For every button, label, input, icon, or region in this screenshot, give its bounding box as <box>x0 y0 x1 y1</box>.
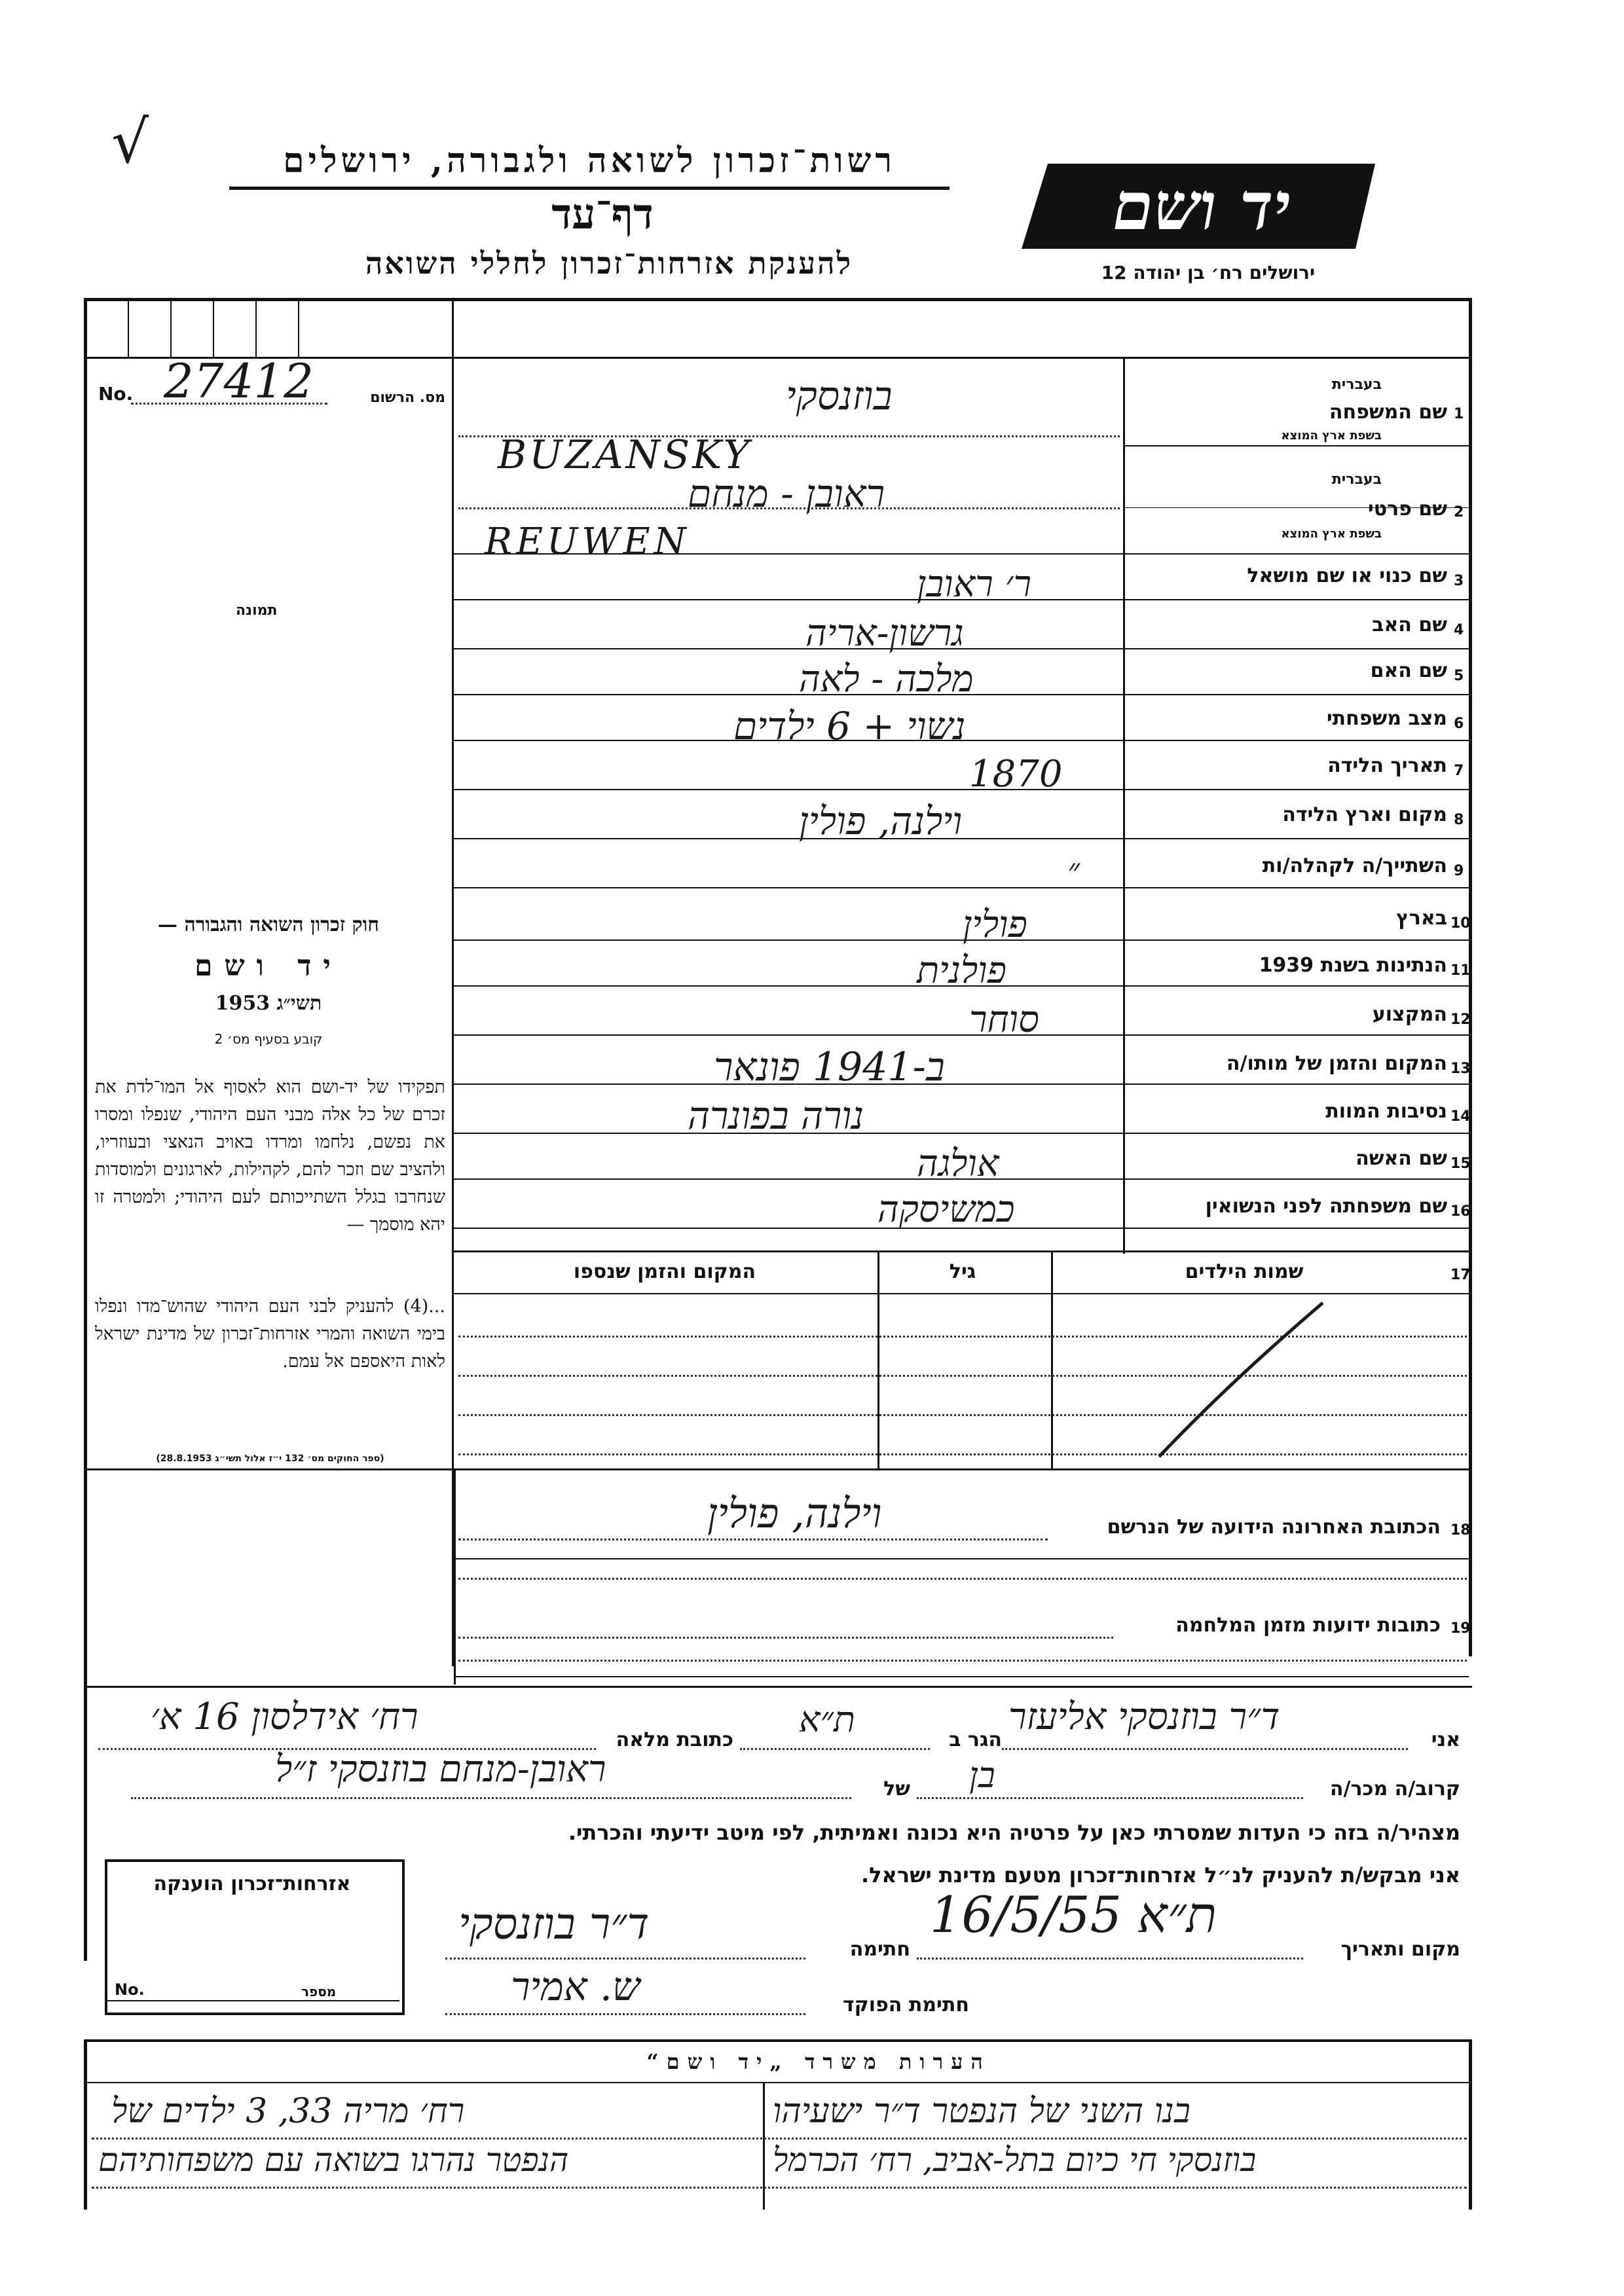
field-19-num: 19 <box>1450 1620 1471 1637</box>
field-2-label: שם פרטי <box>1367 498 1447 520</box>
field-9-label: השתייך/ה לקהלה/ות <box>1262 854 1447 877</box>
field-1-label: שם המשפחה <box>1329 401 1447 424</box>
field-19-label: כתובות ידועות מזמן המלחמה <box>1175 1614 1441 1637</box>
decl-address-value: רח׳ אידלסון 16 א׳ <box>151 1696 418 1738</box>
decl-name-value: ד״ר בוזנסקי אליעזר <box>1008 1696 1280 1738</box>
field-16-num: 16 <box>1450 1203 1471 1220</box>
law-clause4: ...(4) להעניק לבני העם היהודי שהוש־מדו ונפלו בימי השואה והמרי אזרחות־זכרון של מדינת ישראל לאות היאספם אל עמם. <box>95 1296 445 1372</box>
field-14-value: נורה בפונרה <box>688 1093 864 1138</box>
field-11-label: הנתינות בשנת 1939 <box>1259 954 1447 977</box>
law-year: תשי״ג 1953 <box>215 992 322 1015</box>
logo-address: ירושלים רח׳ בן יהודה 12 <box>1101 262 1316 283</box>
office-note-2-left: הנפטר נהרגו בשואה עם משפחותיהם <box>98 2141 569 2179</box>
decl-relation-value: בן <box>969 1755 995 1796</box>
decl-city-value: ת״א <box>799 1699 855 1740</box>
field-7-num: 7 <box>1454 763 1464 779</box>
field-2-sub-heb: בעברית <box>1331 471 1382 488</box>
field-3-label: שם כנוי או שם מושאל <box>1247 564 1447 587</box>
decl-place-date-value: ת״א 16/5/55 <box>930 1886 1217 1944</box>
field-6-value: נשוי + 6 ילדים <box>733 704 966 748</box>
field-15-label: שם האשה <box>1356 1147 1447 1170</box>
law-name: יד ושם <box>194 949 342 983</box>
field-18-label: הכתובת האחרונה הידועה של הנרשם <box>1107 1516 1441 1539</box>
field-13-num: 13 <box>1450 1061 1471 1077</box>
field-4-label: שם האב <box>1372 613 1447 636</box>
field-12-value: סוחר <box>969 998 1039 1041</box>
field-13-label: המקום והזמן של מותו/ה <box>1226 1052 1447 1075</box>
field-9-num: 9 <box>1454 863 1464 879</box>
office-note-1-right: בנו השני של הנפטר ד״ר ישעיהו <box>773 2092 1190 2131</box>
field-10-label: בארץ <box>1395 907 1447 930</box>
field-3-value: ר׳ ראובן <box>917 563 1031 606</box>
decl-of-label: של <box>883 1777 910 1800</box>
children-strike-line <box>1146 1296 1342 1467</box>
law-footnote: (ספר החוקים מס׳ 132 י״ז אלול תשי״ג 28.8.1953) <box>156 1453 384 1464</box>
field-7-label: תאריך הלידה <box>1327 754 1447 777</box>
decl-place-date-label: מקום ותאריך <box>1340 1938 1460 1961</box>
field-9-value: ״ <box>1067 851 1080 889</box>
field-6-label: מצב משפחתי <box>1326 707 1447 730</box>
citizenship-number-label: מספר <box>301 1984 337 1999</box>
check-mark: √ <box>111 108 149 177</box>
field-11-value: פולנית <box>917 949 1006 992</box>
field-18-value: וילנה, פולין <box>707 1489 882 1537</box>
form-title: דף־עד <box>551 190 654 239</box>
institution-name: רשות־זכרון לשואה ולגבורה, ירושלים <box>283 141 896 181</box>
field-8-num: 8 <box>1454 812 1464 828</box>
field-14-label: נסיבות המוות <box>1325 1100 1447 1123</box>
field-8-value: וילנה, פולין <box>799 799 963 843</box>
field-1-sub-heb: בעברית <box>1331 376 1382 393</box>
law-body: תפקידו של יד-ושם הוא לאסוף אל המו־לדת את זכרם של כל אלה מבני העם היהודי, שנפלו ומסרו את נפשם, נלחמו ומרדו באויב הנאצי ובעוזריו, ולהציב שם וזכר להם, לקהילות, לארגונים ולמוסדות שנחרבו בגלל השתייכותם לעם היהודי; ולמטרה זו יהא מוסמך — <box>95 1077 445 1235</box>
citizenship-no: No. <box>115 1980 145 1999</box>
citizenship-title: אזרחות־זכרון הוענקה <box>153 1872 351 1895</box>
field-12-label: המקצוע <box>1372 1003 1447 1026</box>
yad-vashem-logo: יד ושם <box>1022 157 1375 255</box>
office-note-2-right: בוזנסקי חי כיום בתל-אביב, רח׳ הכרמל <box>773 2141 1257 2179</box>
field-17-num: 17 <box>1450 1267 1471 1283</box>
field-11-num: 11 <box>1450 962 1471 979</box>
field-15-value: אולגה <box>917 1142 999 1185</box>
field-13-value: ב-1941 פונאר <box>714 1044 945 1090</box>
field-1-value-heb: בוזנסקי <box>786 373 893 419</box>
field-18-num: 18 <box>1450 1522 1471 1539</box>
field-8-label: מקום וארץ הלידה <box>1282 803 1447 826</box>
field-2-value-heb: ראובן - מנחם <box>688 471 885 516</box>
field-6-num: 6 <box>1454 716 1464 732</box>
decl-officer-label: חתימת הפוקד <box>843 1994 969 2016</box>
decl-statement-1: מצהיר/ה בזה כי העדות שמסרתי כאן על פרטיה היא נכונה ואמיתית, לפי מיטב ידיעתי והכרתי. <box>568 1820 1460 1845</box>
field-5-value: מלכה - לאה <box>799 658 974 701</box>
children-col-names: שמות הילדים <box>1185 1260 1304 1283</box>
field-16-label: שם משפחתה לפני הנשואין <box>1205 1195 1447 1218</box>
field-15-num: 15 <box>1450 1156 1471 1172</box>
law-clause: קובע בסעיף מס׳ 2 <box>214 1031 323 1047</box>
decl-relative-label: קרוב/ה מכר/ה <box>1329 1777 1460 1800</box>
children-col-place: המקום והזמן שנספו <box>573 1260 756 1283</box>
field-2-num: 2 <box>1454 504 1464 520</box>
field-10-num: 10 <box>1450 915 1471 932</box>
children-col-age: גיל <box>949 1260 976 1283</box>
registration-number: 27412 <box>164 354 314 409</box>
decl-officer-value: ש. אמיר <box>511 1964 640 2010</box>
field-5-num: 5 <box>1454 668 1464 684</box>
field-3-num: 3 <box>1454 573 1464 589</box>
office-notes-title: הערות משרד „יד ושם“ <box>646 2049 991 2074</box>
field-2-sub-orig: בשפת ארץ המוצא <box>1281 527 1382 541</box>
field-2-value-orig: REUWEN <box>485 520 690 563</box>
decl-address-label: כתובת מלאה <box>616 1728 733 1751</box>
decl-signature-label: חתימה <box>849 1938 910 1961</box>
photo-label: תמונה <box>236 602 278 619</box>
field-12-num: 12 <box>1450 1011 1471 1028</box>
field-4-num: 4 <box>1454 622 1464 638</box>
field-1-value-orig: BUZANSKY <box>498 432 752 478</box>
field-1-num: 1 <box>1454 406 1464 422</box>
field-14-num: 14 <box>1450 1108 1471 1125</box>
office-note-1-left: רח׳ מריה 33, 3 ילדים של <box>111 2092 465 2131</box>
form-subtitle: להענקת אזרחות־זכרון לחללי השואה <box>365 246 853 281</box>
decl-gar-label: הגר ב <box>949 1728 1002 1751</box>
field-10-value: פולין <box>963 903 1027 946</box>
field-16-value: כמשיסקה <box>877 1188 1015 1231</box>
field-4-value: גרשון-אריה <box>805 612 964 655</box>
field-7-value: 1870 <box>969 753 1063 795</box>
field-5-label: שם האם <box>1370 659 1447 682</box>
registration-label: מס. הרשום <box>370 390 445 406</box>
law-title: חוק זכרון השואה והגבורה — <box>158 913 379 936</box>
registration-no-label: No. <box>98 383 134 405</box>
field-1-sub-orig: בשפת ארץ המוצא <box>1281 429 1382 443</box>
decl-ani: אני <box>1431 1728 1460 1751</box>
decl-of-value: ראובן-מנחם בוזנסקי ז״ל <box>275 1748 606 1791</box>
decl-signature-value: ד״ר בוזנסקי <box>458 1899 650 1949</box>
decl-statement-2: אני מבקש/ת להעניק לנ״ל אזרחות־זכרון מטעם מדינת ישראל. <box>861 1863 1460 1887</box>
